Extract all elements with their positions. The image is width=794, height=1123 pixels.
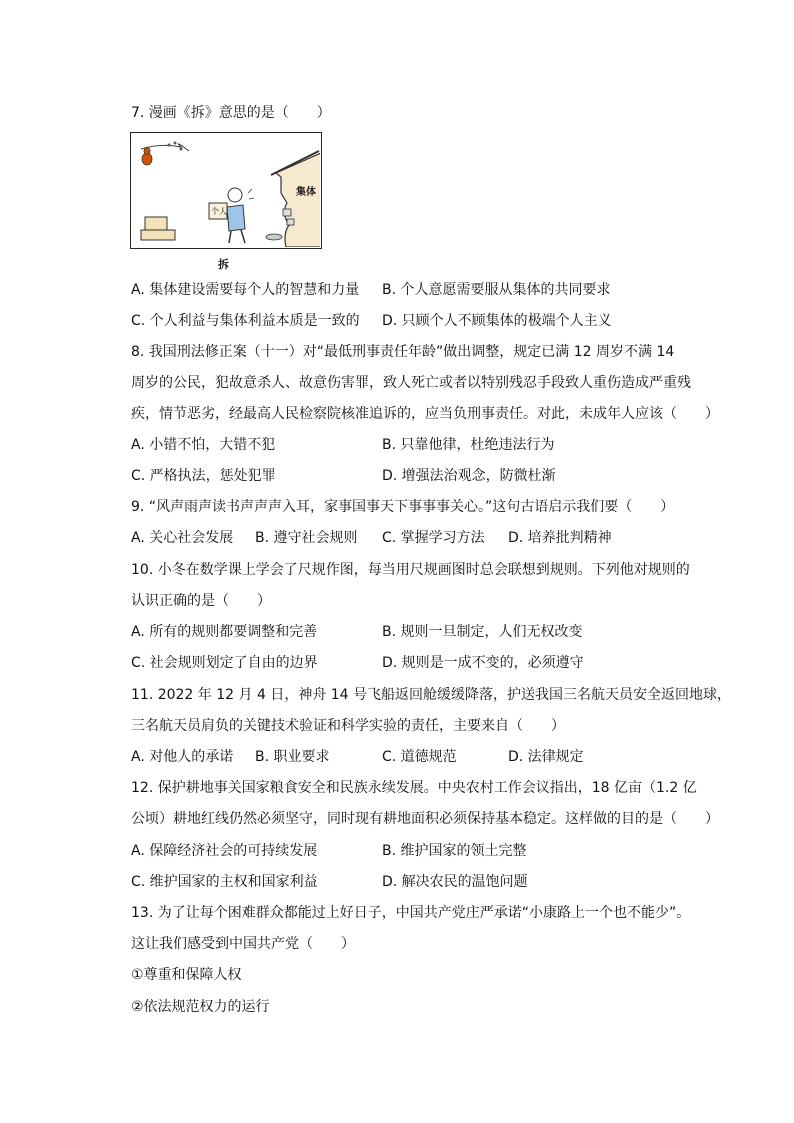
q12-option-b: B. 维护国家的领土完整 <box>382 843 527 859</box>
q13-line-1: 13. 为了让每个困难群众都能过上好日子，中国共产党庄严承诺“小康路上一个也不能少”。 <box>131 905 691 921</box>
q11-option-b: B. 职业要求 <box>255 749 330 765</box>
q11-line-2: 三名航天员肩负的关键技术验证和科学实验的责任，主要来自（ ） <box>131 718 565 734</box>
q7-option-d: D. 只顾个人不顾集体的极端个人主义 <box>382 313 612 329</box>
q10-line-1: 10. 小冬在数学课上学会了尺规作图，每当用尺规画图时总会联想到规则。下列他对规则的 <box>131 562 690 578</box>
q10-option-d: D. 规则是一成不变的，必须遵守 <box>382 655 584 671</box>
q12-option-a: A. 保障经济社会的可持续发展 <box>131 843 318 859</box>
q7-option-a: A. 集体建设需要每个人的智慧和力量 <box>131 282 360 298</box>
q10-option-a: A. 所有的规则都要调整和完善 <box>131 624 318 640</box>
q12-option-c: C. 维护国家的主权和国家利益 <box>131 874 318 890</box>
q9-option-c: C. 掌握学习方法 <box>382 530 485 546</box>
q12-line-1: 12. 保护耕地事关国家粮食安全和民族永续发展。中央农村工作会议指出，18 亿亩（1.2 亿 <box>131 780 697 796</box>
q13-item-1: ①尊重和保障人权 <box>131 967 242 983</box>
q11-option-c: C. 道德规范 <box>382 749 457 765</box>
wall-label: 集体 <box>296 187 316 198</box>
q10-line-2: 认识正确的是（ ） <box>131 593 271 609</box>
q8-option-a: A. 小错不怕，大错不犯 <box>131 437 276 453</box>
q11-option-a: A. 对他人的承诺 <box>131 749 234 765</box>
q7-option-c: C. 个人利益与集体利益本质是一致的 <box>131 313 360 329</box>
cartoon-caption: 拆 <box>218 258 229 271</box>
cartoon-drawing <box>131 133 320 247</box>
q9-option-a: A. 关心社会发展 <box>131 530 234 546</box>
cartoon-image <box>130 132 322 249</box>
q12-option-d: D. 解决农民的温饱问题 <box>382 874 528 890</box>
q13-item-2: ②依法规范权力的运行 <box>131 999 270 1015</box>
q13-line-2: 这让我们感受到中国共产党（ ） <box>131 936 355 952</box>
q8-option-d: D. 增强法治观念，防微杜渐 <box>382 468 556 484</box>
q7-option-b: B. 个人意愿需要服从集体的共同要求 <box>382 282 611 298</box>
q12-line-2: 公顷）耕地红线仍然必须坚守，同时现有耕地面积必须保持基本稳定。这样做的目的是（ ） <box>131 811 719 827</box>
box-label: 个人 <box>211 207 227 216</box>
q10-option-b: B. 规则一旦制定，人们无权改变 <box>382 624 583 640</box>
q8-option-b: B. 只靠他律，杜绝违法行为 <box>382 437 555 453</box>
q9-stem: 9. “风声雨声读书声声声入耳，家事国事天下事事事关心。”这句古语启示我们要（ ） <box>131 499 675 515</box>
q11-line-1: 11. 2022 年 12 月 4 日，神舟 14 号飞船返回舱缓缓降落，护送我国三名航天员安全返回地球， <box>131 687 732 703</box>
q11-option-d: D. 法律规定 <box>508 749 584 765</box>
q8-line-2: 周岁的公民，犯故意杀人、故意伤害罪，致人死亡或者以特别残忍手段致人重伤造成严重残 <box>131 375 691 391</box>
q7-stem: 7. 漫画《拆》意思的是（ ） <box>131 105 331 121</box>
q8-line-3: 疾，情节恶劣，经最高人民检察院核准追诉的，应当负刑事责任。对此，未成年人应该（ ） <box>131 406 719 422</box>
q8-line-1: 8. 我国刑法修正案（十一）对“最低刑事责任年龄”做出调整，规定已满 12 周岁不满 14 <box>131 344 675 360</box>
q9-option-b: B. 遵守社会规则 <box>255 530 358 546</box>
q8-option-c: C. 严格执法，惩处犯罪 <box>131 468 276 484</box>
q9-option-d: D. 培养批判精神 <box>508 530 612 546</box>
q10-option-c: C. 社会规则划定了自由的边界 <box>131 655 318 671</box>
